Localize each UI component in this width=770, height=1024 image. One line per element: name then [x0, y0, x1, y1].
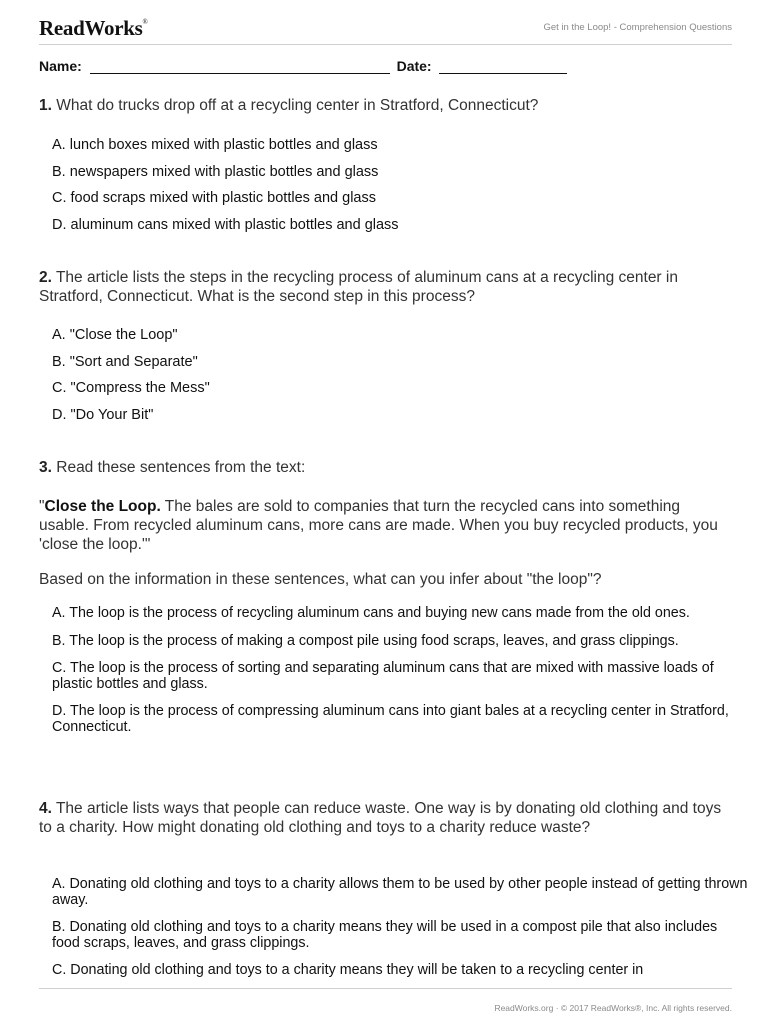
name-field[interactable] [90, 59, 390, 74]
answer-option[interactable]: C. The loop is the process of sorting and separating aluminum cans that are mixed with massive loads of plastic bottles and glass. [52, 660, 714, 692]
question-number: 2. [39, 269, 52, 286]
name-date-row [39, 58, 567, 74]
quote-bold-lead: Close the Loop. [44, 498, 161, 515]
answer-option[interactable]: D. The loop is the process of compressing aluminum cans into giant bales at a recycling center in Stratford, Connecticut. [52, 703, 729, 735]
question-number: 3. [39, 459, 52, 476]
question-1-options [52, 132, 748, 238]
readworks-logo: ReadWorks® [39, 16, 148, 40]
question-text: What do trucks drop off at a recycling center in Stratford, Connecticut? [56, 97, 539, 114]
answer-option[interactable]: B. newspapers mixed with plastic bottles and glass [52, 163, 379, 180]
answer-option[interactable]: B. The loop is the process of making a compost pile using food scraps, leaves, and grass clippings. [52, 632, 679, 649]
answer-option[interactable]: C. Donating old clothing and toys to a charity means they will be taken to a recycling center in [52, 962, 644, 978]
date-field[interactable] [439, 59, 567, 74]
answer-option[interactable]: D. "Do Your Bit" [52, 406, 154, 423]
date-label: Date: [396, 58, 432, 74]
answer-option[interactable]: A. The loop is the process of recycling aluminum cans and buying new cans made from the old ones. [52, 605, 690, 621]
question-number: 4. [39, 800, 52, 817]
footer-copyright: ReadWorks.org · © 2017 ReadWorks®, Inc. All rights reserved. [494, 1003, 732, 1013]
answer-option[interactable]: C. food scraps mixed with plastic bottles and glass [52, 190, 376, 206]
question-text: Read these sentences from the text: [56, 459, 306, 476]
answer-option[interactable]: D. aluminum cans mixed with plastic bottles and glass [52, 216, 399, 233]
answer-option[interactable]: A. Donating old clothing and toys to a charity allows them to be used by other people instead of getting thrown away. [52, 876, 748, 908]
worksheet-title: Get in the Loop! - Comprehension Questions [543, 22, 732, 33]
question-4-options [52, 877, 748, 991]
page-header [39, 14, 732, 45]
question-3-prompt: Based on the information in these sentences, what can you infer about "the loop"? [39, 571, 602, 588]
question-3 [39, 458, 732, 477]
quoted-passage: "Close the Loop. The bales are sold to companies that turn the recycled cans into something usable. From recycled aluminum cans, more cans are made. When you buy recycled products, you 'close the loop.'" [39, 498, 718, 553]
question-2-options [52, 322, 748, 428]
question-2 [39, 268, 732, 306]
footer-divider [39, 988, 732, 989]
answer-option[interactable]: B. "Sort and Separate" [52, 353, 198, 370]
question-3-options [52, 606, 748, 747]
answer-option[interactable]: A. lunch boxes mixed with plastic bottles and glass [52, 137, 378, 153]
answer-option[interactable]: B. Donating old clothing and toys to a charity means they will be used in a compost pile that also includes food scraps, leaves, and grass clippings. [52, 919, 718, 951]
name-label: Name: [39, 58, 82, 74]
question-text: The article lists the steps in the recycling process of aluminum cans at a recycling center in Stratford, Connecticut. What is the second step in this process? [39, 269, 678, 305]
question-text: The article lists ways that people can reduce waste. One way is by donating old clothing and toys to a charity. How might donating old clothing and toys to a charity reduce waste? [39, 800, 722, 836]
answer-option[interactable]: C. "Compress the Mess" [52, 380, 210, 396]
question-number: 1. [39, 97, 52, 114]
question-1 [39, 96, 732, 115]
question-4 [39, 799, 732, 837]
answer-option[interactable]: A. "Close the Loop" [52, 327, 178, 343]
